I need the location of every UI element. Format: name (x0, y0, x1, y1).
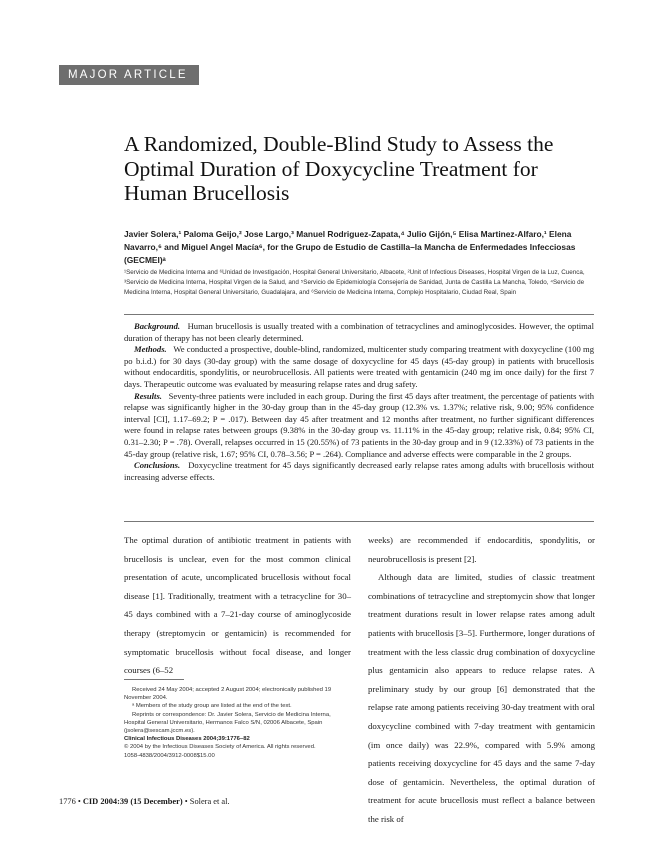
abstract-methods (124, 344, 594, 390)
abstract-background (124, 321, 594, 344)
body-paragraph: The optimal duration of antibiotic treatment in patients with brucellosis is unclear, even for the most common clinical presentation of acute, uncomplicated brucellosis without focal disease [1]. Traditionally, treatment with a tetracycline for 30–45 days combined with a 7–21-day course of aminoglycoside therapy (streptomycin or gentamicin) is recommended for symptomatic brucellosis without focal disease, and longer courses (6–52 (124, 535, 351, 676)
methods-heading: Methods. (134, 344, 167, 355)
conclusions-text: Doxycycline treatment for 45 days significantly decreased early relapse rates among adults with brucellosis without increasing adverse effects. (124, 460, 594, 482)
members-note: ᵃ Members of the study group are listed at the end of the text. (132, 703, 292, 710)
footnote-rule (124, 679, 184, 680)
abstract-results (124, 391, 594, 461)
results-heading: Results. (134, 390, 162, 401)
body-paragraph: Although data are limited, studies of classic treatment combinations of tetracycline and streptomycin show that longer treatment durations result in lower relapse rates among adult patients with brucellosis [3–5]. Furthermore, longer durations of treatment with the less classic drug combination of doxycycline plus gentamicin also appears to reduce relapse rates. A preliminary study by our group [6] demonstrated that the relapse rate among patients receiving 30-day treatment with oral doxycycline combined with 7-day treatment with gentamicin (im once daily) was 22.9%, compared with 5.9% among patients receiving doxycycline for 45 days and the same 7-day dose of gentamicin. Nevertheless, the optimal duration of treatment for acute brucellosis must reflect a balance between the risk of (368, 572, 595, 824)
results-text: Seventy-three patients were included in each group. During the first 45 days after treatment, the percentage of patients with relapse was significantly higher in the 30-day group than in the 45-day group (12.3% vs. 1.37%; relative risk, 9.00; 95% confidence interval [CI], 1.17–69.2; P = .017). Between day 45 after treatment and 12 months after treatment, no further significant differences were found in relapse rates between groups (9.38% in the 30-day group vs. 11.11% in the 45-day group; relative risk, 0.84; 95% CI, 0.31–2.30; P = .78). Overall, relapses occurred in 15 (20.55%) of 73 patients in the 30-day group and in 9 (12.33%) of 73 patients in the 45-day group (relative risk, 1.67; 95% CI, 0.78–3.56; P = .264). Compliance and adverse effects were comparable in the 2 groups. (124, 390, 594, 459)
author-list: Javier Solera,¹ Paloma Geijo,² Jose Largo,³ Manuel Rodriguez-Zapata,⁴ Julio Gijón,⁵ Elisa Martinez-Alfaro,¹ Elena Navarro,⁶ and Miguel Angel Macía⁶, for the Grupo de Estudio de Castilla–la Mancha de Enfermedades Infecciosas (GECMEI)ᵃ (124, 229, 576, 265)
received-note: Received 24 May 2004; accepted 2 August 2004; electronically published 19 November 2004. (124, 687, 332, 702)
journal-issue: CID 2004:39 (15 December) (82, 797, 183, 806)
abstract (124, 321, 594, 483)
article-title: A Randomized, Double-Blind Study to Assess the Optimal Duration of Doxycycline Treatment for Human Brucellosis (124, 132, 554, 205)
page-footer (59, 797, 230, 806)
running-authors: Solera et al. (189, 797, 230, 806)
separator-dot: • (184, 797, 190, 806)
issn-note: 1058-4838/2004/3912-0008$15.00 (124, 752, 215, 759)
footnotes (124, 686, 351, 760)
abstract-top-rule (124, 314, 594, 315)
body-right-column (368, 531, 595, 829)
abstract-conclusions (124, 460, 594, 483)
reprints-note: Reprints or correspondence: Dr. Javier Solera, Servicio de Medicina Interna, Hospital General Universitario, Hermanos Falco S/N, 02006 Albacete, Spain (jsolera@sescam.jccm.es). (124, 711, 331, 735)
background-text: Human brucellosis is usually treated with a combination of tetracyclines and aminoglycosides. However, the optimal duration of therapy has not been clearly determined. (124, 321, 594, 343)
page-number: 1776 (59, 797, 76, 806)
abstract-bottom-rule (124, 521, 594, 522)
body-left-column (124, 531, 351, 680)
methods-text: We conducted a prospective, double-blind, randomized, multicenter study comparing treatment with doxycycline (100 mg po b.i.d.) for 30 days (30-day group) with the same dosage of doxycycline for 45 days (45-day group) in patients with brucellosis without endocarditis, spondylitis, or neurobrucellosis. All patients were treated with gentamicin (240 mg im once daily) for the first 7 days. Therapeutic outcome was evaluated by measuring relapse rates and drug safety. (124, 344, 594, 389)
copyright-note: © 2004 by the Infectious Diseases Society of America. All rights reserved. (124, 744, 316, 751)
body-paragraph: weeks) are recommended if endocarditis, spondylitis, or neurobrucellosis is present [2]. (368, 535, 595, 564)
journal-citation: Clinical Infectious Diseases 2004;39:1776–82 (124, 736, 250, 743)
section-label: MAJOR ARTICLE (59, 65, 199, 85)
background-heading: Background. (134, 321, 181, 331)
conclusions-heading: Conclusions. (134, 460, 181, 471)
author-affiliations: ¹Servicio de Medicina Interna and ⁶Unidad de Investigación, Hospital General Universitario, Albacete, ²Unit of Infectious Diseases, Hospital Virgen de la Luz, Cuenca, ³Servicio de Medicina Interna, Hospital Virgen de la Salud, and ⁵Servicio de Epidemiología Consejería de Sanidad, Junta de Castilla La Mancha, Toledo, ⁴Servicio de Medicina Interna, Hospital General Universitario, Guadalajara, and ⁶Servicio de Medicina Interna, Complejo Hospitalario, Ciudad Real, Spain (124, 269, 585, 296)
separator-dot: • (77, 797, 83, 806)
